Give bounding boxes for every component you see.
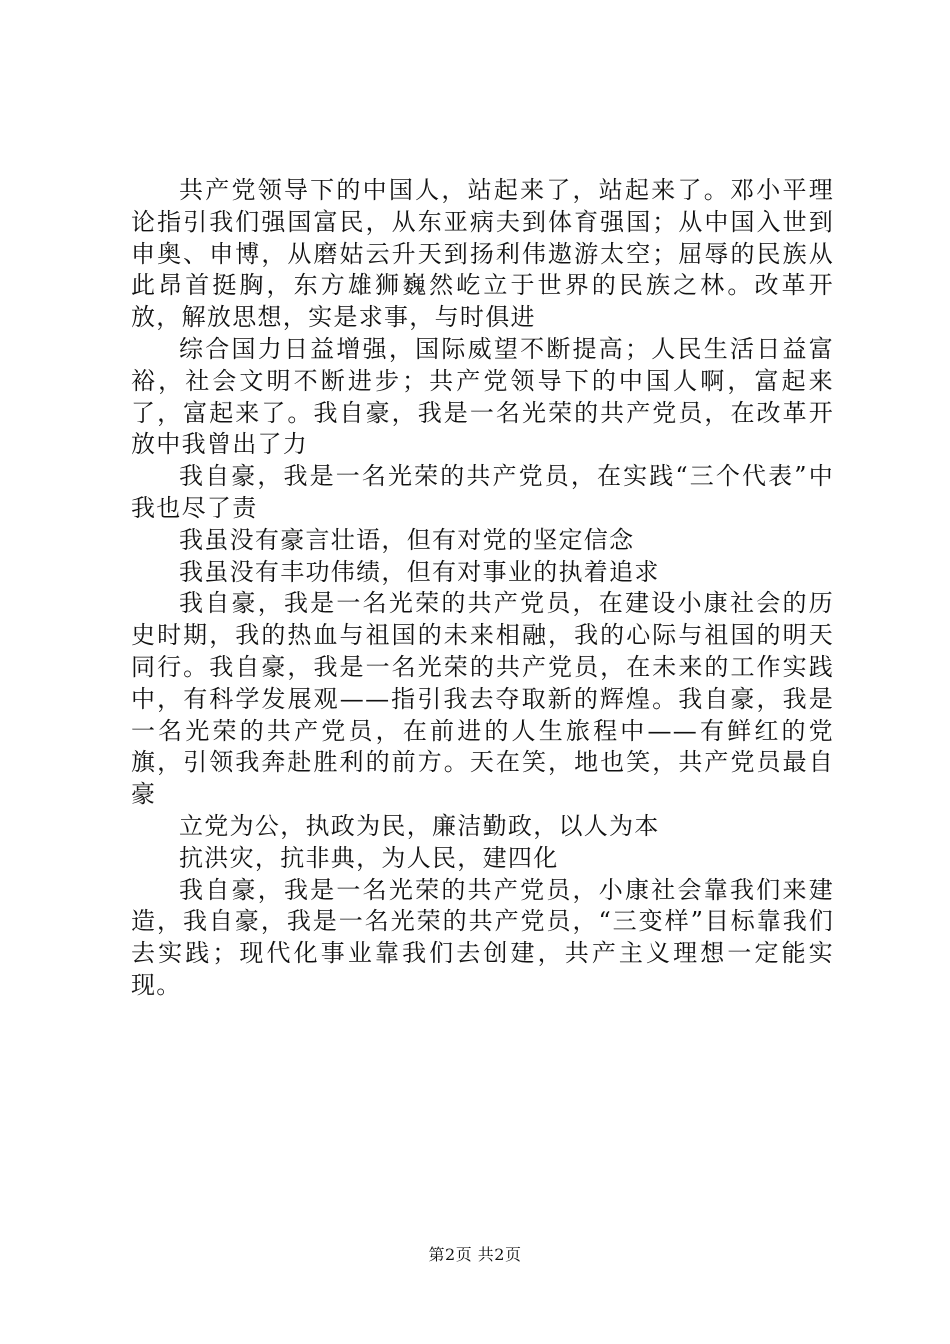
page-footer <box>0 1245 950 1265</box>
page-number-label: 第2页 共2页 <box>428 1245 522 1264</box>
document-body <box>131 175 834 1002</box>
paragraph-8: 抗洪灾，抗非典，为人民，建四化 <box>179 843 559 872</box>
paragraph-6: 我自豪，我是一名光荣的共产党员，在建设小康社会的历史时期，我的热血与祖国的未来相融，我的心际与祖国的明天同行。我自豪，我是一名光荣的共产党员，在未来的工作实践中，有科学发展观——指引我去夺取新的辉煌。我自豪，我是一名光荣的共产党员，在前进的人生旅程中——有鲜红的党旗，引领我奔赴胜利的前方。天在笑，地也笑，共产党员最自豪 <box>131 589 834 809</box>
paragraph-7: 立党为公，执政为民，廉洁勤政，以人为本 <box>179 811 660 840</box>
paragraph-9: 我自豪，我是一名光荣的共产党员，小康社会靠我们来建造，我自豪，我是一名光荣的共产党员，“三变样”目标靠我们去实践；现代化事业靠我们去创建，共产主义理想一定能实现。 <box>131 875 834 999</box>
paragraph-5: 我虽没有丰功伟绩，但有对事业的执着追求 <box>179 557 660 586</box>
paragraph-2: 综合国力日益增强，国际威望不断提高；人民生活日益富裕，社会文明不断进步；共产党领导下的中国人啊，富起来了，富起来了。我自豪，我是一名光荣的共产党员，在改革开放中我曾出了力 <box>131 334 834 459</box>
paragraph-3: 我自豪，我是一名光荣的共产党员，在实践“三个代表”中我也尽了责 <box>131 462 834 522</box>
paragraph-1: 共产党领导下的中国人，站起来了，站起来了。邓小平理论指引我们强国富民，从东亚病夫到体育强国；从中国入世到申奥、申博，从磨姑云升天到扬利伟遨游太空；屈辱的民族从此昂首挺胸，东方雄狮巍然屹立于世界的民族之林。改革开放，解放思想，实是求事，与时俱进 <box>131 176 834 332</box>
paragraph-4: 我虽没有豪言壮语，但有对党的坚定信念 <box>179 525 635 554</box>
